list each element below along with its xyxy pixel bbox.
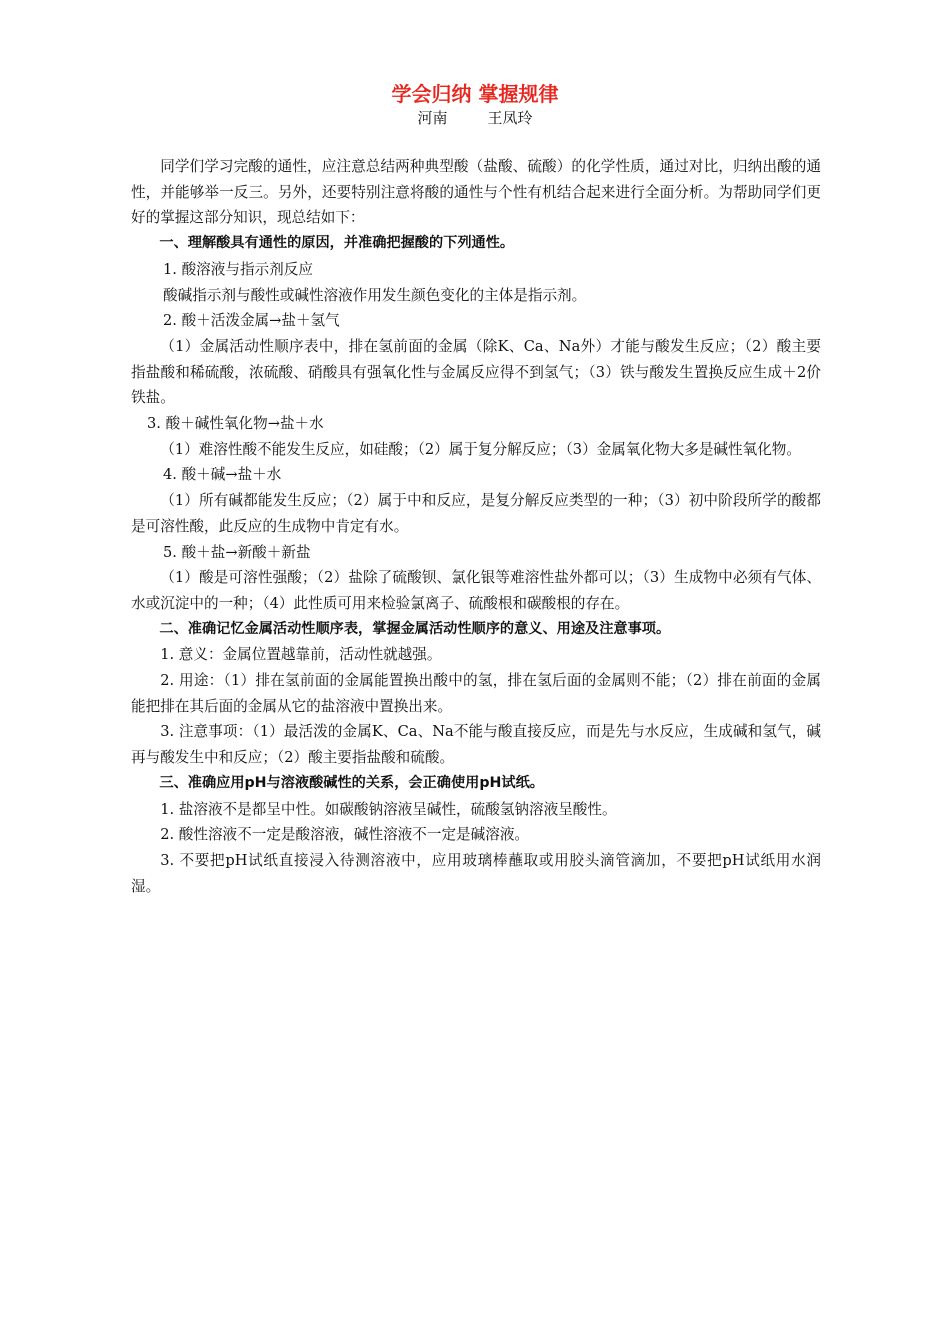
section-1-item-1: 1. 酸溶液与指示剂反应	[163, 260, 313, 278]
section-1-item-5: 5. 酸＋盐→新酸＋新盐	[163, 543, 311, 561]
section-1-item-4: 4. 酸＋碱→盐＋水	[163, 466, 282, 484]
section-1-item-4-text: （1）所有碱都能发生反应；（2）属于中和反应，是复分解反应类型的一种；（3）初中阶段所学的酸都是可溶性酸，此反应的生成物中肯定有水。	[131, 492, 821, 535]
section-1-item-1-text: 酸碱指示剂与酸性或碱性溶液作用发生颜色变化的主体是指示剂。	[163, 286, 587, 304]
section-2-item-1: 1. 意义：金属位置越靠前，活动性就越强。	[160, 646, 442, 664]
section-3-item-3: 3. 不要把pH试纸直接浸入待测溶液中，应用玻璃棒蘸取或用胶头滴管滴加，不要把pH试纸用水润湿。	[131, 851, 821, 895]
article-body	[131, 154, 821, 899]
document-title: 学会归纳 掌握规律	[391, 82, 559, 106]
section-1-heading: 一、理解酸具有通性的原因，并准确把握酸的下列通性。	[159, 235, 515, 252]
section-1-item-2-text: （1）金属活动性顺序表中，排在氢前面的金属（除K、Ca、Na外）才能与酸发生反应；（2）酸主要指盐酸和稀硫酸，浓硫酸、硝酸具有强氧化性与金属反应得不到氢气；（3）铁与酸发生置换反应生成＋2价铁盐。	[131, 337, 821, 407]
section-3-item-1: 1. 盐溶液不是都呈中性。如碳酸钠溶液呈碱性，硫酸氢钠溶液呈酸性。	[160, 800, 617, 818]
section-1-item-3: 3. 酸＋碱性氧化物→盐＋水	[147, 415, 324, 433]
section-2-heading: 二、准确记忆金属活动性顺序表，掌握金属活动性顺序的意义、用途及注意事项。	[159, 620, 671, 637]
intro-paragraph: 同学们学习完酸的通性，应注意总结两种典型酸（盐酸、硫酸）的化学性质，通过对比，归纳出酸的通性，并能够举一反三。另外，还要特别注意将酸的通性与个性有机结合起来进行全面分析。为帮助同学们更好的掌握这部分知识，现总结如下：	[131, 158, 821, 227]
section-1-item-2: 2. 酸＋活泼金属→盐＋氢气	[163, 312, 340, 330]
section-3-heading: 三、准确应用pH与溶液酸碱性的关系，会正确使用pH试纸。	[159, 774, 544, 791]
section-2-item-2: 2. 用途：（1）排在氢前面的金属能置换出酸中的氢，排在氢后面的金属则不能；（2）排在前面的金属能把排在其后面的金属从它的盐溶液中置换出来。	[131, 672, 821, 715]
section-2-item-3: 3. 注意事项：（1）最活泼的金属K、Ca、Na不能与酸直接反应，而是先与水反应，生成碱和氢气，碱再与酸发生中和反应；（2）酸主要指盐酸和硫酸。	[131, 723, 821, 767]
byline-region: 河南	[417, 109, 448, 127]
byline	[0, 107, 950, 128]
section-1-item-5-text: （1）酸是可溶性强酸；（2）盐除了硫酸钡、氯化银等难溶性盐外都可以；（3）生成物中必须有气体、水或沉淀中的一种；（4）此性质可用来检验氯离子、硫酸根和碳酸根的存在。	[131, 569, 821, 612]
byline-author: 王凤玲	[487, 109, 533, 127]
section-3-item-2: 2. 酸性溶液不一定是酸溶液，碱性溶液不一定是碱溶液。	[160, 826, 530, 844]
section-1-item-3-text: （1）难溶性酸不能发生反应，如硅酸；（2）属于复分解反应；（3）金属氧化物大多是碱性氧化物。	[160, 440, 801, 458]
